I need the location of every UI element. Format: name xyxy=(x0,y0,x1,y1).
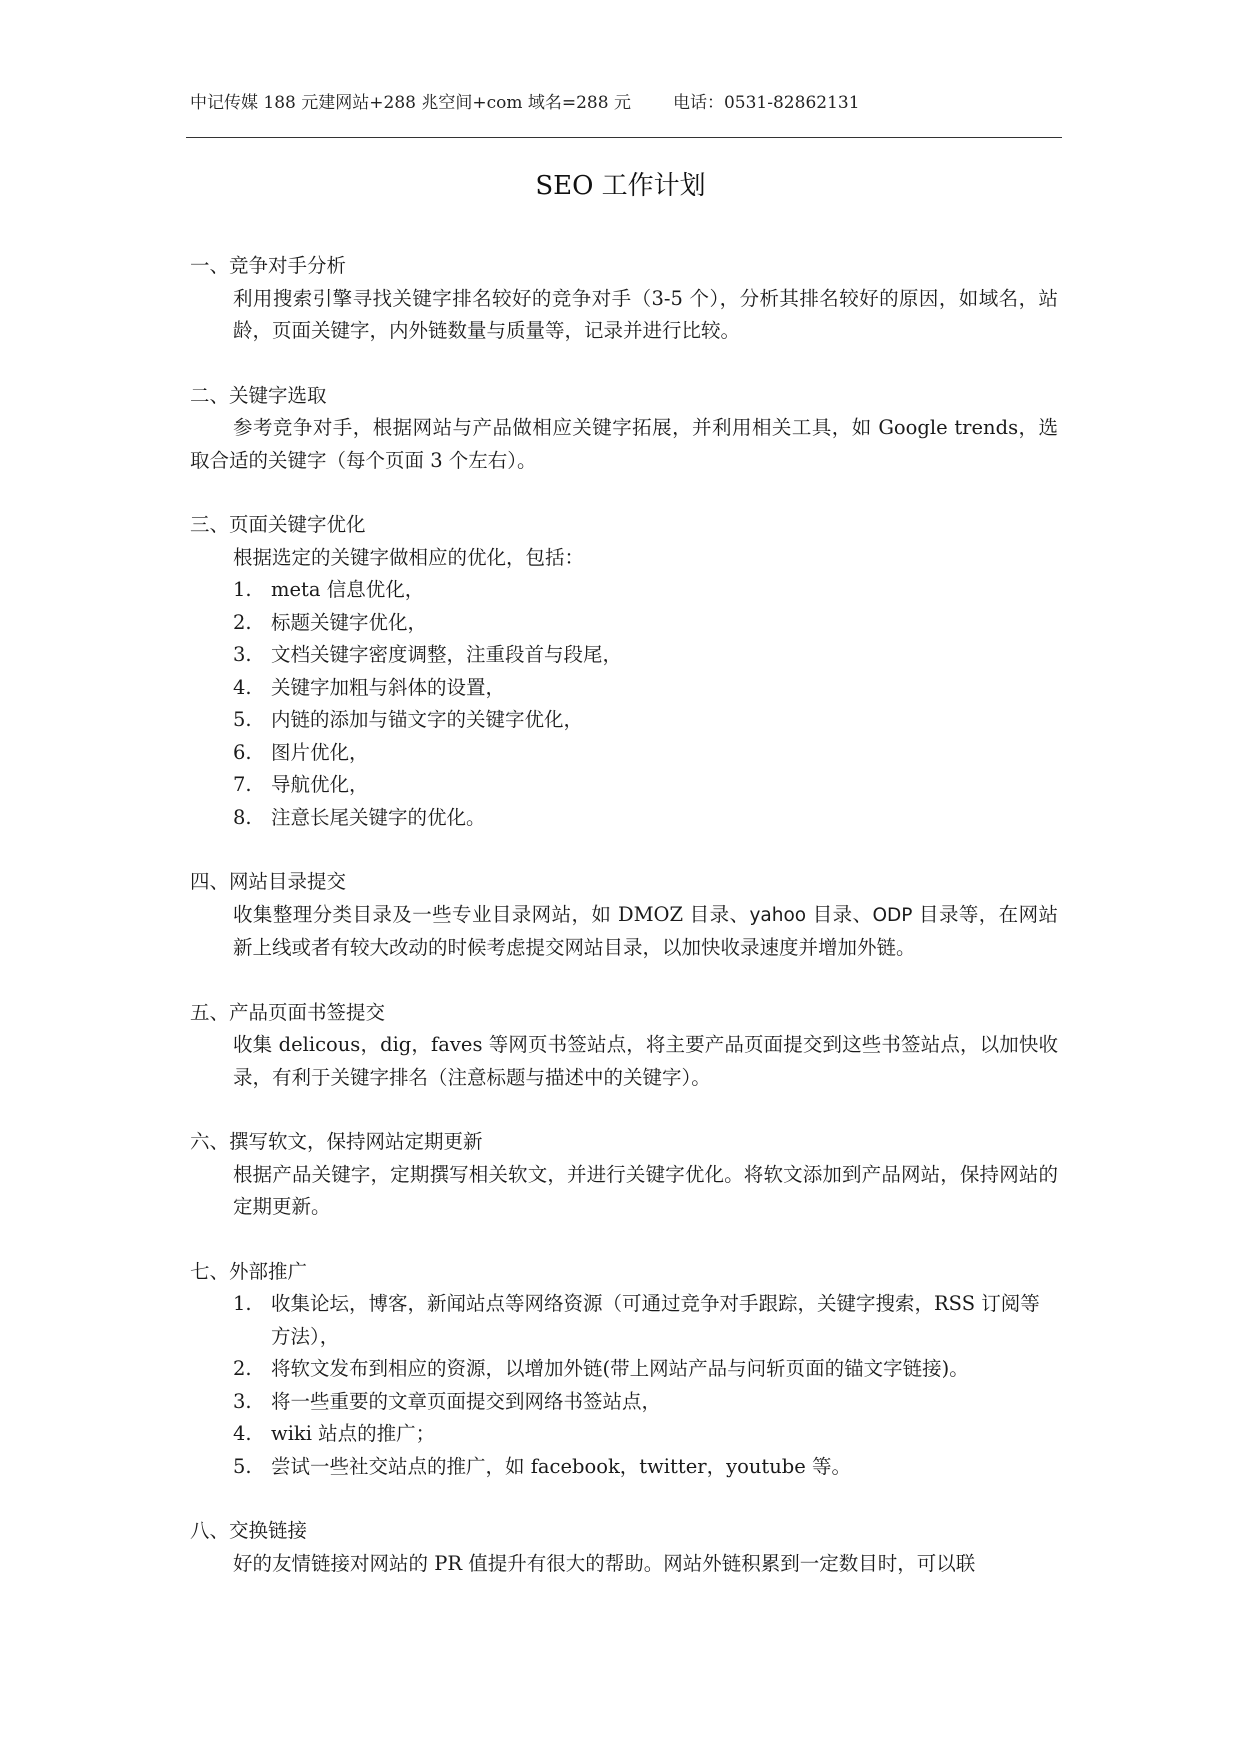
list-item-text: 图片优化， xyxy=(271,740,369,764)
list-item-number: 6. xyxy=(233,740,252,764)
paragraph-text: 目录、 xyxy=(806,902,873,926)
page-header xyxy=(190,88,860,113)
list-item-text: 尝试一些社交站点的推广，如 facebook，twitter，youtube 等。 xyxy=(271,1454,852,1478)
section-external-promotion xyxy=(190,1256,1058,1484)
list-item-text: 文档关键字密度调整，注重段首与段尾， xyxy=(271,643,623,666)
section-bookmark-submission xyxy=(190,997,1058,1095)
optimization-list xyxy=(190,574,1058,834)
list-item xyxy=(190,802,1058,835)
section-heading: 四、网站目录提交 xyxy=(190,870,347,893)
list-item-text: 收集论坛，博客，新闻站点等网络资源（可通过竞争对手跟踪，关键字搜索，RSS 订阅等方法）， xyxy=(271,1292,1040,1348)
list-item-number: 8. xyxy=(233,805,252,829)
list-item xyxy=(190,1418,1058,1451)
section-soft-articles xyxy=(190,1126,1058,1224)
section-paragraph: 收集 delicous，dig，faves 等网页书签站点，将主要产品页面提交到这些书签站点，以加快收录，有利于关键字排名（注意标题与描述中的关键字）。 xyxy=(233,1033,1058,1089)
list-item-text: 关键字加粗与斜体的设置， xyxy=(271,675,506,699)
section-paragraph: 根据产品关键字，定期撰写相关软文，并进行关键字优化。将软文添加到产品网站，保持网站的定期更新。 xyxy=(233,1162,1058,1218)
list-item-number: 1. xyxy=(233,578,252,601)
list-item xyxy=(190,1451,1058,1484)
list-item xyxy=(190,672,1058,705)
paragraph-text: 收集整理分类目录及一些专业目录网站，如 DMOZ 目录、 xyxy=(233,902,750,926)
list-item-text: 将一些重要的文章页面提交到网络书签站点， xyxy=(271,1389,662,1413)
section-heading: 三、页面关键字优化 xyxy=(190,513,366,536)
section-paragraph: 根据选定的关键字做相应的优化，包括： xyxy=(233,545,585,569)
list-item xyxy=(190,574,1058,607)
section-heading: 七、外部推广 xyxy=(190,1259,308,1283)
section-paragraph: 利用搜索引擎寻找关键字排名较好的竞争对手（3-5 个），分析其排名较好的原因，如域名，站龄，页面关键字，内外链数量与质量等，记录并进行比较。 xyxy=(233,286,1058,342)
paragraph-text-odp: ODP xyxy=(872,904,913,926)
section-page-keyword-optimization xyxy=(190,509,1058,834)
list-item xyxy=(190,607,1058,640)
list-item-number: 1. xyxy=(233,1292,252,1315)
list-item-number: 4. xyxy=(233,675,252,699)
section-paragraph: 好的友情链接对网站的 PR 值提升有很大的帮助。网站外链积累到一定数目时，可以联 xyxy=(233,1551,976,1575)
list-item xyxy=(190,1288,1058,1353)
section-keyword-selection xyxy=(190,380,1058,478)
list-item xyxy=(190,769,1058,802)
paragraph-text: 目录等，在网站新上线或者有较大改动的时候考虑提交网站目录，以加快收录速度并增加外链。 xyxy=(233,902,1059,959)
list-item-text: meta 信息优化， xyxy=(271,578,425,601)
promotion-list xyxy=(190,1288,1058,1483)
header-company-text: 中记传媒 188 元建网站+288 兆空间+com 域名=288 元 xyxy=(190,93,631,113)
list-item-number: 4. xyxy=(233,1422,252,1445)
list-item-number: 3. xyxy=(233,643,252,666)
list-item-number: 3. xyxy=(233,1389,252,1413)
list-item-number: 7. xyxy=(233,773,252,796)
list-item-text: wiki 站点的推广； xyxy=(271,1422,436,1445)
list-item-number: 2. xyxy=(233,1357,252,1380)
list-item xyxy=(190,1386,1058,1419)
paragraph-text-yahoo: yahoo xyxy=(749,904,807,926)
list-item xyxy=(190,1353,1058,1386)
list-item-text: 标题关键字优化， xyxy=(271,610,428,634)
header-divider xyxy=(186,137,1062,138)
header-phone-text: 电话：0531-82862131 xyxy=(672,93,860,113)
section-directory-submission xyxy=(190,866,1058,965)
section-heading: 六、撰写软文，保持网站定期更新 xyxy=(190,1130,483,1153)
section-paragraph: 参考竞争对手，根据网站与产品做相应关键字拓展，并利用相关工具，如 Google trends，选取合适的关键字（每个页面 3 个左右）。 xyxy=(190,416,1058,472)
list-item xyxy=(190,737,1058,770)
list-item-number: 5. xyxy=(233,1454,252,1478)
section-heading: 八、交换链接 xyxy=(190,1519,308,1542)
list-item-text: 注意长尾关键字的优化。 xyxy=(271,805,486,829)
section-heading: 二、关键字选取 xyxy=(190,383,327,407)
document-body xyxy=(190,250,1058,1612)
list-item-number: 5. xyxy=(233,708,252,731)
document-title: SEO 工作计划 xyxy=(535,171,706,201)
section-heading: 五、产品页面书签提交 xyxy=(190,1000,386,1024)
section-competitor-analysis xyxy=(190,250,1058,348)
list-item xyxy=(190,704,1058,737)
section-link-exchange xyxy=(190,1515,1058,1580)
list-item-number: 2. xyxy=(233,610,252,634)
list-item xyxy=(190,639,1058,672)
list-item-text: 将软文发布到相应的资源，以增加外链(带上网站产品与问斩页面的锚文字链接)。 xyxy=(271,1357,969,1380)
list-item-text: 导航优化， xyxy=(271,773,369,796)
section-heading: 一、竞争对手分析 xyxy=(190,254,347,277)
list-item-text: 内链的添加与锚文字的关键字优化， xyxy=(271,708,584,731)
section-paragraph xyxy=(190,899,1058,965)
